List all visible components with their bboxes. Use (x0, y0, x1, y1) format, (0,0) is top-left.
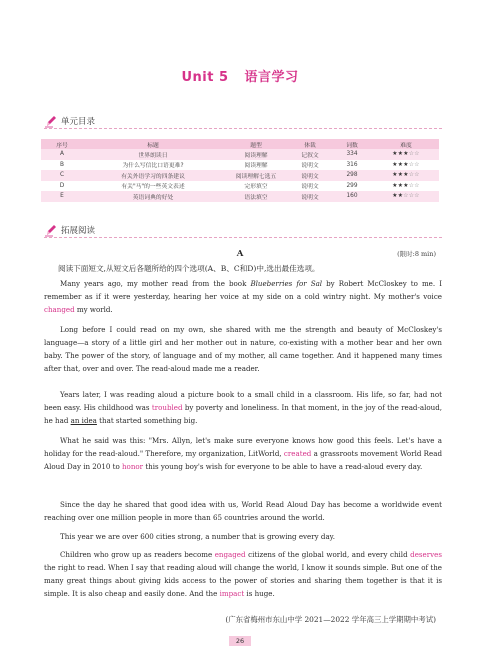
difficulty-stars (373, 160, 439, 171)
col-header-id: 序号 (41, 139, 83, 149)
cell-genre: 说明文 (289, 160, 331, 171)
section-contents-label: 单元目录 (61, 117, 96, 127)
underlined-phrase: an idea (70, 416, 97, 426)
cell-id: C (41, 170, 83, 181)
cell-title: 英语词典的好处 (83, 191, 223, 202)
cell-type: 语法填空 (223, 191, 289, 202)
cell-words: 316 (331, 160, 373, 171)
cell-title: 为什么写信比口语更难? (83, 160, 223, 171)
passage-instruction: 阅读下面短文,从短文后各题所给的四个选项(A、B、C和D)中,选出最佳选项。 (58, 264, 320, 273)
cell-words: 298 (331, 170, 373, 181)
star-empty-icon: ☆ (414, 193, 420, 200)
difficulty-stars (373, 191, 439, 202)
unit-number: Unit 5 (181, 70, 229, 85)
col-header-title: 标题 (83, 139, 223, 149)
star-empty-icon: ☆ (414, 151, 420, 158)
cell-type: 阅读理解 (223, 149, 289, 160)
cell-id: A (41, 149, 83, 160)
paragraph-5: Since the day he shared that good idea with us, World Read Aloud Day has become a worldwide event reaching over one million people in more than 65 countries around the world. (44, 500, 442, 523)
star-empty-icon: ☆ (414, 161, 420, 168)
star-filled-icon: ★ (397, 172, 404, 179)
cell-title: 有关外语学习的四条建议 (83, 170, 223, 181)
difficulty-stars (373, 181, 439, 192)
pencil-icon (44, 223, 58, 237)
table-header-row (41, 139, 439, 149)
cell-type: 阅读理解 (223, 160, 289, 171)
star-filled-icon: ★ (392, 151, 398, 158)
star-filled-icon: ★ (397, 193, 404, 200)
star-filled-icon: ★ (392, 182, 398, 189)
book-title: Blueberries for Sal (250, 279, 323, 288)
section-divider (44, 237, 442, 238)
pencil-icon (44, 114, 58, 128)
unit-topic: 语言学习 (244, 70, 299, 85)
highlight-word: troubled (151, 403, 183, 413)
cell-id: B (41, 160, 83, 171)
cell-id: D (41, 181, 83, 192)
star-empty-icon: ☆ (403, 193, 409, 200)
unit-title (0, 66, 480, 85)
star-empty-icon: ☆ (408, 172, 415, 179)
passage-letter: A (236, 249, 244, 259)
star-filled-icon: ★ (392, 161, 398, 168)
section-reading-label: 拓展阅读 (61, 226, 96, 236)
section-contents-head (44, 114, 95, 128)
paragraph-4: What he said was this: "Mrs. Allyn, let's make sure everyone knows how good this feels. Let's have a holiday for the read-aloud." Therefore, my organization, LitWorld, created a grassroots movement World Read Aloud Day in 2010 to honor this young boy's wish for everyone to be able to have a read-aloud every day. (44, 436, 442, 472)
paragraph-6: This year we are over 600 cities strong, a number that is growing every day. (60, 532, 335, 541)
highlight-word: honor (121, 462, 144, 472)
highlight-word: deserves (410, 550, 442, 559)
cell-words: 334 (331, 149, 373, 160)
cell-genre: 说明文 (289, 170, 331, 181)
col-header-genre: 体裁 (289, 139, 331, 149)
cell-genre: 说明文 (289, 181, 331, 192)
cell-words: 160 (331, 191, 373, 202)
difficulty-stars (373, 149, 439, 160)
star-empty-icon: ☆ (414, 172, 420, 179)
cell-genre: 说明文 (289, 191, 331, 202)
star-empty-icon: ☆ (408, 151, 415, 158)
highlight-word: impact (219, 589, 245, 599)
highlight-word: engaged (214, 550, 246, 559)
cell-title: 世界朗读日 (83, 149, 223, 160)
star-filled-icon: ★ (392, 172, 398, 179)
col-header-difficulty: 难度 (373, 139, 439, 149)
table-body (41, 149, 439, 202)
star-empty-icon: ☆ (408, 182, 415, 189)
paragraph-1: Many years ago, my mother read from the book Blueberries for Sal by Robert McCloskey to me. I remember as if it were yesterday, hearing her voice at my side on a cold wintry night. My mother's voice changed my world. (44, 279, 442, 315)
star-filled-icon: ★ (403, 182, 409, 189)
highlight-word: created (283, 449, 312, 459)
cell-type: 阅读理解七选五 (223, 170, 289, 181)
difficulty-stars (373, 170, 439, 181)
unit-contents-table (41, 139, 439, 202)
star-filled-icon: ★ (403, 161, 409, 168)
section-divider (44, 128, 442, 129)
table-row (41, 170, 439, 181)
star-filled-icon: ★ (397, 161, 404, 168)
star-empty-icon: ☆ (408, 193, 415, 200)
highlight-word: changed (44, 305, 75, 315)
star-filled-icon: ★ (392, 193, 398, 200)
star-empty-icon: ☆ (408, 161, 415, 168)
star-empty-icon: ☆ (414, 182, 420, 189)
table-row (41, 149, 439, 160)
page-number: 26 (229, 636, 251, 646)
cell-id: E (41, 191, 83, 202)
star-filled-icon: ★ (403, 172, 409, 179)
cell-title: 有关"马"的一些英文表述 (83, 181, 223, 192)
cell-type: 完形填空 (223, 181, 289, 192)
col-header-type: 题型 (223, 139, 289, 149)
star-filled-icon: ★ (397, 182, 404, 189)
table-row (41, 160, 439, 171)
passage-source: (广东省梅州市东山中学 2021—2022 学年高三上学期期中考试) (225, 615, 436, 624)
col-header-words: 词数 (331, 139, 373, 149)
cell-words: 299 (331, 181, 373, 192)
paragraph-2: Long before I could read on my own, she shared with me the strength and beauty of McCloskey's language—a story of a little girl and her mother out in nature, co-existing with a mother bear and her own baby. The power of the story, of language and of my mother, all came together. And it happened many times after that, over and over. The read-aloud made me a reader. (44, 325, 442, 374)
table-row (41, 181, 439, 192)
star-filled-icon: ★ (403, 151, 409, 158)
time-limit: (限时:8 min) (397, 250, 436, 258)
table-row (41, 191, 439, 202)
paragraph-7: Children who grow up as readers become engaged citizens of the global world, and every child deserves the right to read. When I say that reading aloud will change the world, I know it sounds simple. But one of the many great things about giving kids access to the power of stories and sharing them together is that it is simple. It is also cheap and easily done. And the impact is huge. (44, 550, 442, 599)
paragraph-3: Years later, I was reading aloud a picture book to a small child in a classroom. His life, so far, had not been easy. His childhood was troubled by poverty and loneliness. In that moment, in the joy of the read-aloud, he had an idea that started something big. (44, 390, 442, 426)
cell-genre: 记叙文 (289, 149, 331, 160)
section-reading-head (44, 223, 95, 237)
star-filled-icon: ★ (397, 151, 404, 158)
